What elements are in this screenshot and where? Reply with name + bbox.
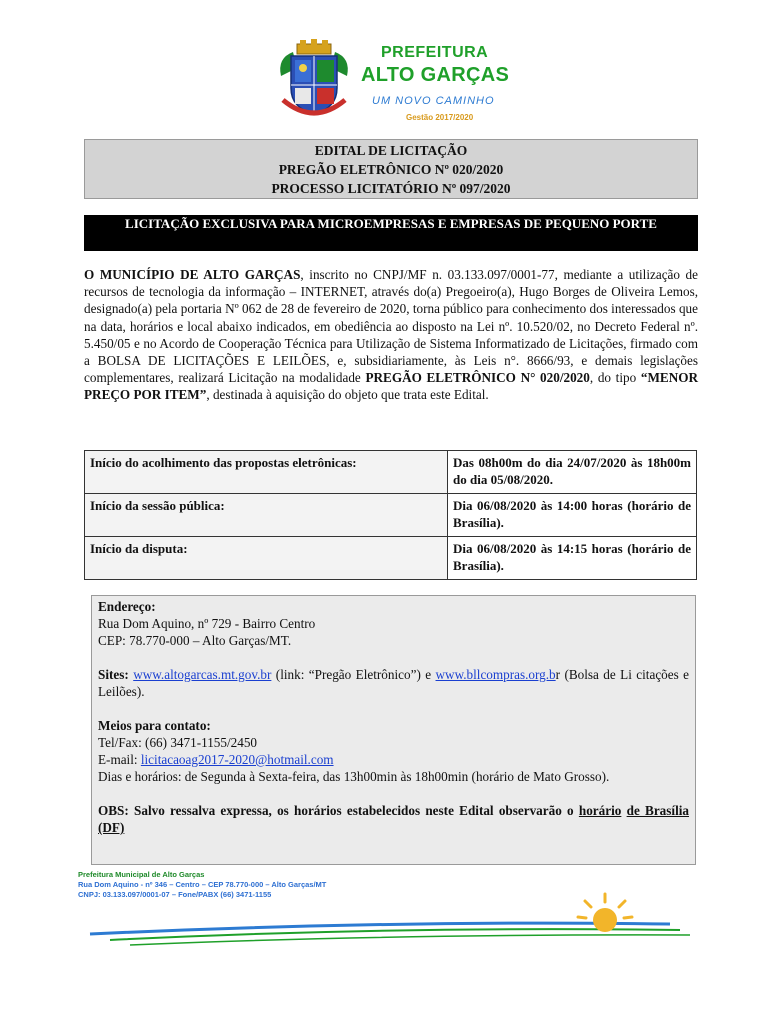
obs-underline-2: de Brasília (DF) (98, 803, 689, 835)
brand-term: Gestão 2017/2020 (406, 113, 474, 122)
schedule-table (84, 450, 697, 580)
municipality-name: O MUNICÍPIO DE ALTO GARÇAS (84, 267, 301, 282)
schedule-value: Dia 06/08/2020 às 14:00 horas (horário de Brasília). (448, 494, 697, 537)
address-heading: Endereço: (98, 599, 156, 614)
contact-heading: Meios para contato: (98, 718, 211, 733)
schedule-label: Início da disputa: (85, 537, 448, 580)
modality-name: PREGÃO ELETRÔNICO N° 020/2020 (365, 370, 590, 386)
schedule-value: Das 08h00m do dia 24/07/2020 às 18h00m do dia 05/08/2020. (448, 451, 697, 494)
site2-tail: r (Bolsa de Li citações e Leilões). (98, 667, 690, 699)
obs-note (98, 802, 689, 836)
exclusive-banner: LICITAÇÃO EXCLUSIVA PARA MICROEMPRESAS E EMPRESAS DE PEQUENO PORTE (84, 215, 698, 251)
intro-text-3: , destinada à aquisição do objeto que trata este Edital. (206, 387, 489, 403)
edital-title: EDITAL DE LICITAÇÃO (314, 143, 468, 158)
footer-cnpj: CNPJ: 03.133.097/0001-07 – Fone/PABX (66) 3471-1155 (78, 890, 272, 899)
address-cep: CEP: 78.770-000 – Alto Garças/MT. (98, 633, 292, 648)
obs-text: OBS: Salvo ressalva expressa, os horários estabelecidos neste Edital observarão o (98, 803, 579, 818)
brand-line-prefeitura: PREFEITURA (381, 44, 489, 61)
sun-swoosh-icon (70, 890, 710, 950)
edital-title-box (84, 139, 698, 199)
table-row (85, 494, 697, 537)
site-link-bll[interactable]: www.bllcompras.org.b (435, 667, 556, 682)
email-label: E-mail: (98, 752, 141, 767)
site1-note: (link: “Pregão Eletrônico”) e (271, 667, 436, 682)
bid-type: “MENOR PREÇO POR ITEM” (84, 370, 699, 403)
schedule-label: Início da sessão pública: (85, 494, 448, 537)
schedule-label: Início do acolhimento das propostas eletrônicas: (85, 451, 448, 494)
footer-name: Prefeitura Municipal de Alto Garças (78, 870, 205, 879)
footer-address: Rua Dom Aquino - nº 346 – Centro – CEP 78.770-000 – Alto Garças/MT (78, 880, 327, 889)
intro-text-1: , inscrito no CNPJ/MF n. 03.133.097/0001-77, mediante a utilização de recursos de tecnologia da informação – INTERNET, através do(a) Pregoeiro(a), Hugo Borges de Oliveira Lemos, designado(a) pela portaria Nº 062 de 28 de fevereiro de 2020, torna público para conhecimento dos interessados que na data, horários e local abaixo indicados, em obediência ao disposto na Lei nº. 10.520/02, no Decreto Federal nº. 5.450/05 e no Acordo de Cooperação Técnica para Utilização de Sistema Informatizado de Licitações, firmado com a BOLSA DE LICITAÇÕES E LEILÕES, e, subsidiariamente, às Leis n°. 8666/93, e demais legislações complementares, realizará Licitação na modalidade (84, 267, 699, 386)
table-row (85, 537, 697, 580)
brand-slogan: UM NOVO CAMINHO (372, 95, 495, 107)
obs-underline-1: horário (578, 803, 622, 818)
sites-line (98, 666, 689, 700)
site-link-altogarcas[interactable]: www.altogarcas.mt.gov.br (133, 667, 272, 682)
intro-text-2: , do tipo (589, 370, 641, 386)
address-box (91, 595, 696, 865)
intro-paragraph (84, 266, 698, 404)
pregao-number: PREGÃO ELETRÔNICO Nº 020/2020 (278, 162, 504, 177)
office-hours: Dias e horários: de Segunda à Sexta-feira, das 13h00min às 18h00min (horário de Mato Grosso). (98, 769, 610, 784)
email-link[interactable]: licitacaoag2017-2020@hotmail.com (140, 752, 334, 767)
contact-email-line (98, 751, 689, 768)
address-street: Rua Dom Aquino, nº 729 - Bairro Centro (98, 616, 316, 631)
table-row (85, 451, 697, 494)
brand-line-town: ALTO GARÇAS (361, 64, 510, 86)
process-number: PROCESSO LICITATÓRIO Nº 097/2020 (271, 181, 511, 196)
sites-label: Sites: (98, 667, 129, 682)
contact-phone: Tel/Fax: (66) 3471-1155/2450 (98, 735, 258, 750)
municipal-crest-icon (273, 38, 355, 120)
schedule-value: Dia 06/08/2020 às 14:15 horas (horário de Brasília). (448, 537, 697, 580)
